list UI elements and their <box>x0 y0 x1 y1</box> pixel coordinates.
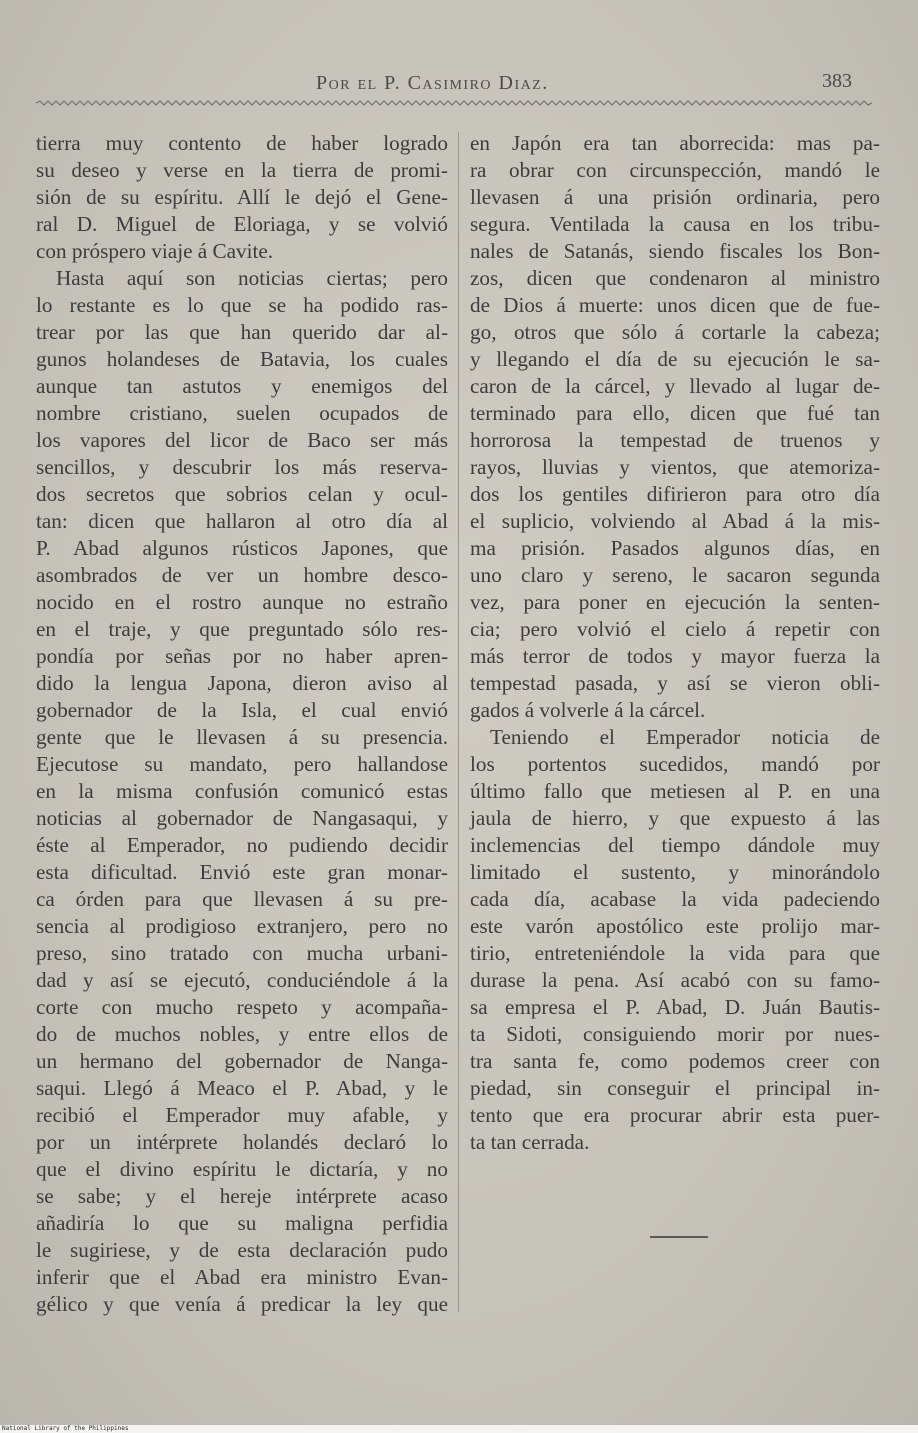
text-line: dad y así se ejecutó, conduciéndole á la <box>36 968 448 992</box>
page-number: 383 <box>822 70 852 92</box>
text-line: sencia al prodigioso extranjero, pero no <box>36 914 448 938</box>
text-line: llevasen á una prisión ordinaria, pero <box>470 185 880 209</box>
text-line: por un intérprete holandés declaró lo <box>36 1130 448 1154</box>
text-line: los vapores del licor de Baco ser más <box>36 428 448 452</box>
text-line: saqui. Llegó á Meaco el P. Abad, y le <box>36 1076 448 1100</box>
text-line: aunque tan astutos y enemigos del <box>36 374 448 398</box>
text-line: tempestad pasada, y así se vieron obli- <box>470 671 880 695</box>
ornamental-rule <box>36 100 872 106</box>
text-line: Teniendo el Emperador noticia de <box>490 725 880 749</box>
text-line: Ejecutose su mandato, pero hallandose <box>36 752 448 776</box>
text-line: el suplicio, volviendo al Abad á la mis- <box>470 509 880 533</box>
text-line: tan: dicen que hallaron al otro día al <box>36 509 448 533</box>
text-line: le sugiriese, y de esta declaración pudo <box>36 1238 448 1262</box>
text-line: tra santa fe, como podemos creer con <box>470 1049 880 1073</box>
wavy-rule-line <box>36 101 872 105</box>
scan-credit-bar <box>0 1425 918 1433</box>
text-line: nocido en el rostro aunque no estraño <box>36 590 448 614</box>
right-text-column <box>470 130 880 1156</box>
text-line: horrorosa la tempestad de truenos y <box>470 428 880 452</box>
text-line: gados á volverle á la cárcel. <box>470 698 706 722</box>
left-text-column <box>36 130 448 1318</box>
text-line: do de muchos nobles, y entre ellos de <box>36 1022 448 1046</box>
text-line: en Japón era tan aborrecida: mas pa- <box>470 131 880 155</box>
text-line: nales de Satanás, siendo fiscales los Bon- <box>470 239 880 263</box>
text-line: durase la pena. Así acabó con su famo- <box>470 968 880 992</box>
text-line: de Dios á muerte: unos dicen que de fue- <box>470 293 880 317</box>
text-line: Hasta aquí son noticias ciertas; pero <box>56 266 448 290</box>
text-line: uno claro y sereno, le sacaron segunda <box>470 563 880 587</box>
text-line: piedad, sin conseguir el principal in- <box>470 1076 880 1100</box>
text-line: pondía por señas por no haber apren- <box>36 644 448 668</box>
text-line: lo restante es lo que se ha podido ras- <box>36 293 448 317</box>
text-line: sencillos, y descubrir los más reserva- <box>36 455 448 479</box>
text-line: ta tan cerrada. <box>470 1130 590 1154</box>
text-line: ta Sidoti, consiguiendo morir por nues- <box>470 1022 880 1046</box>
running-head <box>0 72 918 102</box>
library-credit: National Library of the Philippines <box>2 1425 129 1432</box>
text-line: ca órden para que llevasen á su pre- <box>36 887 448 911</box>
text-line: vez, para poner en ejecución la senten- <box>470 590 880 614</box>
text-line: añadiría lo que su maligna perfidia <box>36 1211 448 1235</box>
text-line: nombre cristiano, suelen ocupados de <box>36 401 448 425</box>
text-line: último fallo que metiesen al P. en una <box>470 779 880 803</box>
text-line: este varón apostólico este prolijo mar- <box>470 914 880 938</box>
text-line: que el divino espíritu le dictaría, y no <box>36 1157 448 1181</box>
text-line: dido la lengua Japona, dieron aviso al <box>36 671 448 695</box>
text-line: se sabe; y el hereje intérprete acaso <box>36 1184 448 1208</box>
text-line: éste al Emperador, no pudiendo decidir <box>36 833 448 857</box>
text-line: tento que era procurar abrir esta puer- <box>470 1103 880 1127</box>
text-line: inferir que el Abad era ministro Evan- <box>36 1265 448 1289</box>
text-line: y llegando el día de su ejecución le sa- <box>470 347 880 371</box>
text-line: sa empresa el P. Abad, D. Juán Bautis- <box>470 995 880 1019</box>
text-line: esta dificultad. Envió este gran monar- <box>36 860 448 884</box>
text-line: un hermano del gobernador de Nanga- <box>36 1049 448 1073</box>
text-line: con próspero viaje á Cavite. <box>36 239 274 263</box>
text-line: ma prisión. Pasados algunos días, en <box>470 536 880 560</box>
text-line: los portentos sucedidos, mandó por <box>470 752 880 776</box>
text-line: limitado el sustento, y minorándolo <box>470 860 880 884</box>
text-line: en el traje, y que preguntado sólo res- <box>36 617 448 641</box>
text-line: gunos holandeses de Batavia, los cuales <box>36 347 448 371</box>
text-line: recibió el Emperador muy afable, y <box>36 1103 448 1127</box>
end-of-text-rule <box>650 1236 708 1238</box>
text-line: más terror de todos y mayor fuerza la <box>470 644 880 668</box>
text-line: terminado para ello, dicen que fué tan <box>470 401 880 425</box>
text-line: gobernador de la Isla, el cual envió <box>36 698 448 722</box>
text-line: trear por las que han querido dar al- <box>36 320 448 344</box>
text-line: ra obrar con circunspección, mandó le <box>470 158 880 182</box>
text-line: cia; pero volvió el cielo á repetir con <box>470 617 880 641</box>
text-line: en la misma confusión comunicó estas <box>36 779 448 803</box>
text-line: go, otros que sólo á cortarle la cabeza; <box>470 320 880 344</box>
text-line: ral D. Miguel de Eloriaga, y se volvió <box>36 212 448 236</box>
text-line: dos los gentiles difirieron para otro día <box>470 482 880 506</box>
text-line: caron de la cárcel, y llevado al lugar de- <box>470 374 880 398</box>
column-divider <box>458 132 459 1312</box>
text-line: gente que le llevasen á su presencia. <box>36 725 448 749</box>
text-line: jaula de hierro, y que expuesto á las <box>470 806 880 830</box>
text-line: sión de su espíritu. Allí le dejó el Gene- <box>36 185 448 209</box>
text-line: cada día, acabase la vida padeciendo <box>470 887 880 911</box>
text-line: su deseo y verse en la tierra de promi- <box>36 158 448 182</box>
text-line: rayos, lluvias y vientos, que atemoriza- <box>470 455 880 479</box>
text-line: dos secretos que sobrios celan y ocul- <box>36 482 448 506</box>
text-line: noticias al gobernador de Nangasaqui, y <box>36 806 448 830</box>
text-line: segura. Ventilada la causa en los tribu- <box>470 212 880 236</box>
text-line: inclemencias del tiempo dándole muy <box>470 833 880 857</box>
text-line: tierra muy contento de haber logrado <box>36 131 448 155</box>
text-line: preso, sino tratado con mucha urbani- <box>36 941 448 965</box>
text-line: P. Abad algunos rústicos Japones, que <box>36 536 448 560</box>
text-line: zos, dicen que condenaron al ministro <box>470 266 880 290</box>
running-head-title: Por el P. Casimiro Diaz. <box>316 72 549 94</box>
text-line: gélico y que venía á predicar la ley que <box>36 1292 448 1316</box>
text-line: tirio, entreteniéndole la vida para que <box>470 941 880 965</box>
text-line: asombrados de ver un hombre desco- <box>36 563 448 587</box>
text-line: corte con mucho respeto y acompaña- <box>36 995 448 1019</box>
